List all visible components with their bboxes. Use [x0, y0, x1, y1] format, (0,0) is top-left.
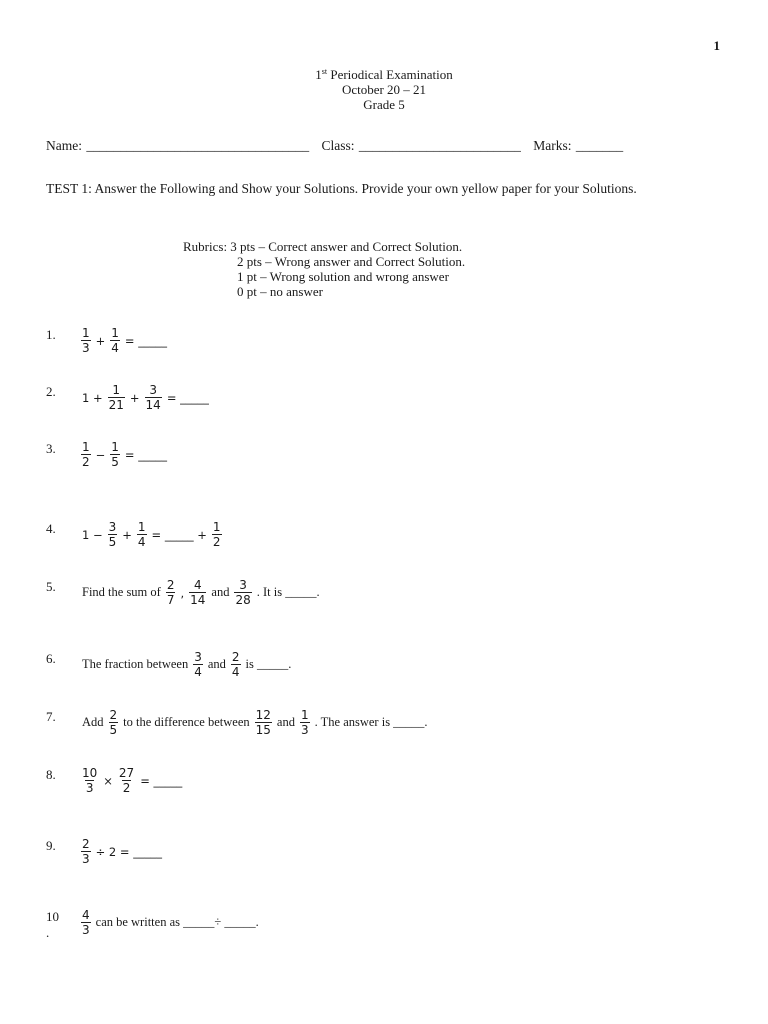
question-number: 7.	[46, 709, 56, 724]
fraction	[81, 766, 98, 795]
fraction	[110, 440, 120, 469]
fraction-denominator: 21	[108, 398, 124, 412]
fraction-numerator: 12	[255, 708, 271, 722]
fraction-denominator: 2	[212, 535, 221, 549]
fraction	[145, 383, 162, 412]
fraction	[231, 650, 241, 679]
rubric-line: 2 pts – Wrong answer and Correct Solution.	[237, 254, 466, 269]
question-number: 5.	[46, 579, 56, 594]
student-fields	[46, 138, 623, 154]
fraction-denominator: 2	[82, 455, 90, 469]
rubric-line: 0 pt – no answer	[237, 284, 323, 299]
operator: −	[95, 447, 106, 462]
question-body	[79, 766, 185, 795]
rubric-line: Rubrics: 3 pts – Correct answer and Correct Solution.	[183, 239, 463, 254]
rubric-line: 1 pt – Wrong solution and wrong answer	[237, 269, 449, 284]
answer-blank: = _____	[124, 333, 167, 348]
question-number: 8.	[46, 767, 56, 782]
fraction	[81, 440, 91, 469]
fraction	[193, 650, 203, 679]
fraction-numerator: 1	[111, 440, 119, 454]
fraction	[189, 578, 206, 607]
question-lead-text: 1 −	[82, 527, 103, 542]
question-mid-text: = _____ +	[151, 527, 207, 542]
question-number: 1.	[46, 327, 56, 342]
fraction	[108, 383, 125, 412]
fraction	[300, 708, 310, 737]
fraction-denominator: 5	[108, 535, 117, 549]
answer-blank: . The answer is _____.	[314, 715, 428, 729]
fraction-numerator: 1	[300, 708, 309, 722]
marks-field[interactable]: Marks: _______	[533, 138, 624, 153]
operator: ,	[180, 585, 185, 600]
fraction-numerator: 2	[231, 650, 240, 664]
fraction-numerator: 1	[82, 326, 90, 340]
fraction	[118, 766, 135, 795]
fraction-denominator: 7	[166, 593, 175, 607]
fraction-numerator: 4	[82, 908, 90, 922]
fraction-denominator: 3	[300, 723, 309, 737]
fraction	[110, 326, 120, 355]
answer-blank: . It is _____.	[256, 585, 320, 599]
operator: ×	[103, 773, 113, 788]
fraction-numerator: 3	[108, 520, 117, 534]
question-number: 9.	[46, 838, 56, 853]
exam-dates: October 20 – 21	[341, 82, 427, 97]
fraction-numerator: 1	[82, 440, 90, 454]
operator: to the difference between	[123, 715, 250, 729]
fraction-numerator: 4	[193, 578, 202, 592]
fraction-numerator: 1	[112, 383, 121, 397]
fraction-numerator: 3	[149, 383, 157, 397]
fraction-denominator: 3	[82, 852, 90, 866]
answer-blank: = _____	[140, 773, 183, 788]
question-mid-text: and	[211, 585, 230, 599]
operator: +	[129, 390, 140, 405]
fraction	[81, 837, 91, 866]
class-field[interactable]: Class: ________________________	[321, 138, 521, 153]
operator: and	[207, 657, 226, 671]
operator: +	[122, 527, 132, 542]
fraction	[81, 908, 91, 937]
fraction-denominator: 3	[82, 341, 90, 355]
fraction-numerator: 2	[109, 708, 118, 722]
question-lead-text: 1 +	[82, 390, 103, 405]
page-number: 1	[713, 38, 720, 53]
fraction	[81, 326, 91, 355]
fraction-denominator: 14	[190, 593, 206, 607]
fraction	[234, 578, 251, 607]
fraction-numerator: 10	[82, 766, 98, 780]
operator: +	[95, 333, 106, 348]
exam-grade: Grade 5	[363, 97, 405, 112]
question-body	[79, 440, 170, 469]
question-body	[79, 383, 212, 412]
fraction	[255, 708, 272, 737]
fraction-denominator: 28	[235, 593, 251, 607]
fraction-denominator: 4	[137, 535, 146, 549]
question-number: 6.	[46, 651, 56, 666]
fraction-numerator: 27	[118, 766, 135, 780]
answer-blank: = _____	[124, 447, 167, 462]
question-body	[79, 708, 431, 737]
answer-blank: can be written as _____÷ _____.	[95, 915, 259, 929]
fraction	[109, 708, 119, 737]
question-body	[79, 908, 262, 937]
fraction-denominator: 5	[109, 723, 118, 737]
question-lead-text: Add	[82, 715, 104, 729]
fraction-denominator: 4	[194, 665, 202, 679]
fraction-denominator: 2	[122, 781, 131, 795]
question-body	[79, 837, 165, 866]
exam-title: 1st Periodical Examination	[315, 67, 453, 82]
fraction-denominator: 14	[145, 398, 161, 412]
question-number: 10 .	[46, 909, 59, 940]
fraction-numerator: 1	[137, 520, 146, 534]
fraction	[212, 520, 222, 549]
fraction-denominator: 5	[111, 455, 119, 469]
question-body	[79, 326, 170, 355]
name-field[interactable]: Name: _________________________________	[46, 138, 310, 153]
fraction	[137, 520, 147, 549]
answer-blank: is _____.	[245, 657, 292, 671]
fraction-denominator: 4	[111, 341, 119, 355]
question-number: 3.	[46, 441, 56, 456]
fraction	[108, 520, 118, 549]
answer-blank: ÷ 2 = _____	[95, 844, 162, 859]
question-lead-text: The fraction between	[82, 657, 189, 671]
answer-blank: = _____	[166, 390, 209, 405]
question-number: 2.	[46, 384, 56, 399]
fraction-denominator: 3	[82, 923, 90, 937]
question-mid-text: and	[276, 715, 295, 729]
fraction-numerator: 1	[212, 520, 221, 534]
fraction-numerator: 1	[111, 326, 119, 340]
question-number: 4.	[46, 521, 56, 536]
fraction-numerator: 2	[166, 578, 175, 592]
question-body	[79, 650, 294, 679]
exam-header	[0, 67, 768, 112]
fraction	[166, 578, 176, 607]
rubrics	[183, 239, 465, 299]
question-body	[79, 578, 323, 607]
question-body	[79, 520, 224, 549]
test-instructions: TEST 1: Answer the Following and Show your Solutions. Provide your own yellow paper for your Solutions.	[46, 181, 637, 196]
fraction-numerator: 2	[82, 837, 90, 851]
fraction-denominator: 4	[231, 665, 240, 679]
fraction-numerator: 3	[194, 650, 202, 664]
question-lead-text: Find the sum of	[82, 585, 161, 599]
fraction-numerator: 3	[239, 578, 247, 592]
fraction-denominator: 15	[255, 723, 271, 737]
fraction-denominator: 3	[85, 781, 94, 795]
